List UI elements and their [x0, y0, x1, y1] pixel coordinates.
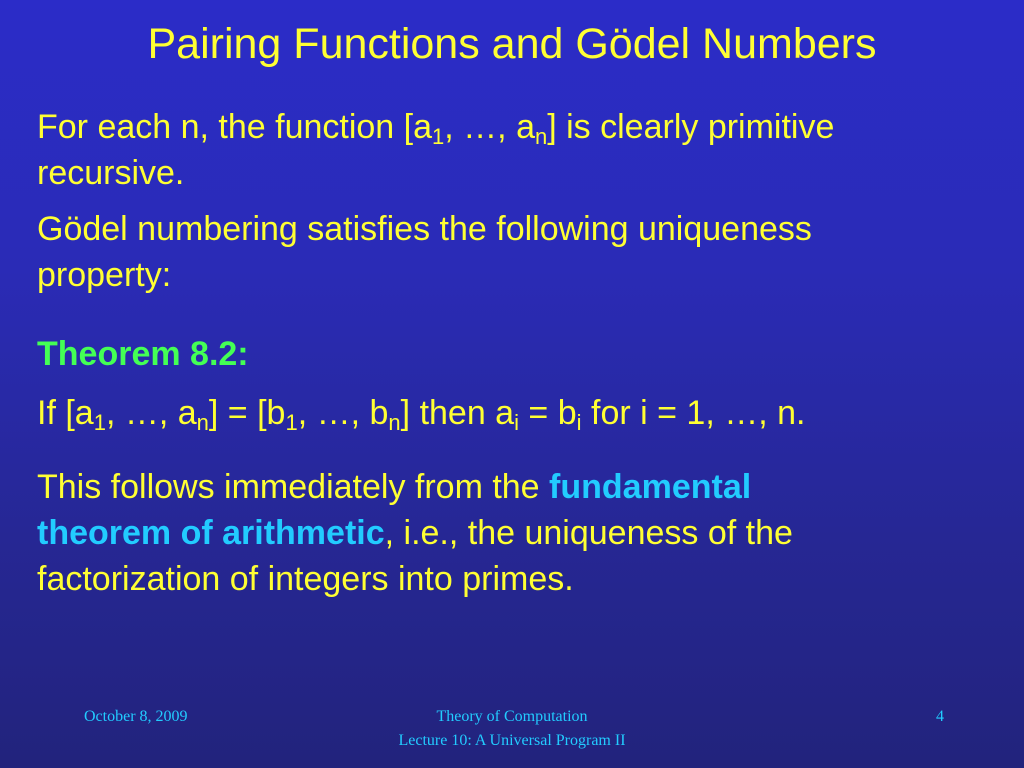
paragraph-line: recursive. — [37, 154, 185, 192]
footer-course — [312, 705, 712, 753]
paragraph-line — [37, 390, 997, 436]
subscript: i — [514, 410, 519, 435]
text-run: = b — [518, 394, 577, 432]
text-run: , i.e., the uniqueness of the — [384, 514, 793, 552]
subscript: 1 — [93, 410, 106, 435]
footer-course-title: Theory of Computation — [436, 708, 588, 725]
paragraph-primitive-recursive — [37, 104, 997, 196]
page-number: 4 — [936, 708, 944, 725]
text-run: For each n, the function [a — [37, 108, 433, 146]
slide-title: Pairing Functions and Gödel Numbers — [147, 20, 877, 68]
paragraph-line: Gödel numbering satisfies the following uniqueness — [37, 210, 812, 248]
text-run: , …, a — [444, 108, 535, 146]
paragraph-line: factorization of integers into primes. — [37, 560, 574, 598]
text-run: ] then a — [400, 394, 515, 432]
footer-date: October 8, 2009 — [84, 708, 188, 725]
paragraph-fundamental-theorem — [37, 464, 997, 602]
text-run: , …, a — [105, 394, 197, 432]
paragraph-uniqueness — [37, 206, 997, 298]
subscript: 1 — [432, 124, 445, 149]
subscript: i — [576, 410, 582, 435]
theorem-label: Theorem 8.2: — [37, 335, 249, 373]
highlight-fundamental: fundamental — [549, 468, 752, 506]
text-run: If [a — [37, 394, 94, 432]
paragraph-line — [37, 464, 997, 510]
paragraph-line — [37, 104, 997, 150]
text-run: ] is clearly primitive — [547, 108, 835, 146]
theorem-statement — [37, 390, 997, 436]
paragraph-line: property: — [37, 256, 172, 294]
subscript: n — [196, 410, 209, 435]
text-run: ] = [b — [208, 394, 286, 432]
paragraph-line — [37, 510, 997, 556]
text-run: This follows immediately from the — [37, 468, 550, 506]
subscript: 1 — [285, 410, 298, 435]
footer-lecture-title: Lecture 10: A Universal Program II — [398, 732, 626, 749]
text-run: , …, b — [297, 394, 389, 432]
subscript: n — [388, 410, 401, 435]
text-run: for i = 1, …, n. — [581, 394, 806, 432]
highlight-theorem-of-arithmetic: theorem of arithmetic — [37, 514, 385, 552]
subscript: n — [534, 124, 548, 149]
